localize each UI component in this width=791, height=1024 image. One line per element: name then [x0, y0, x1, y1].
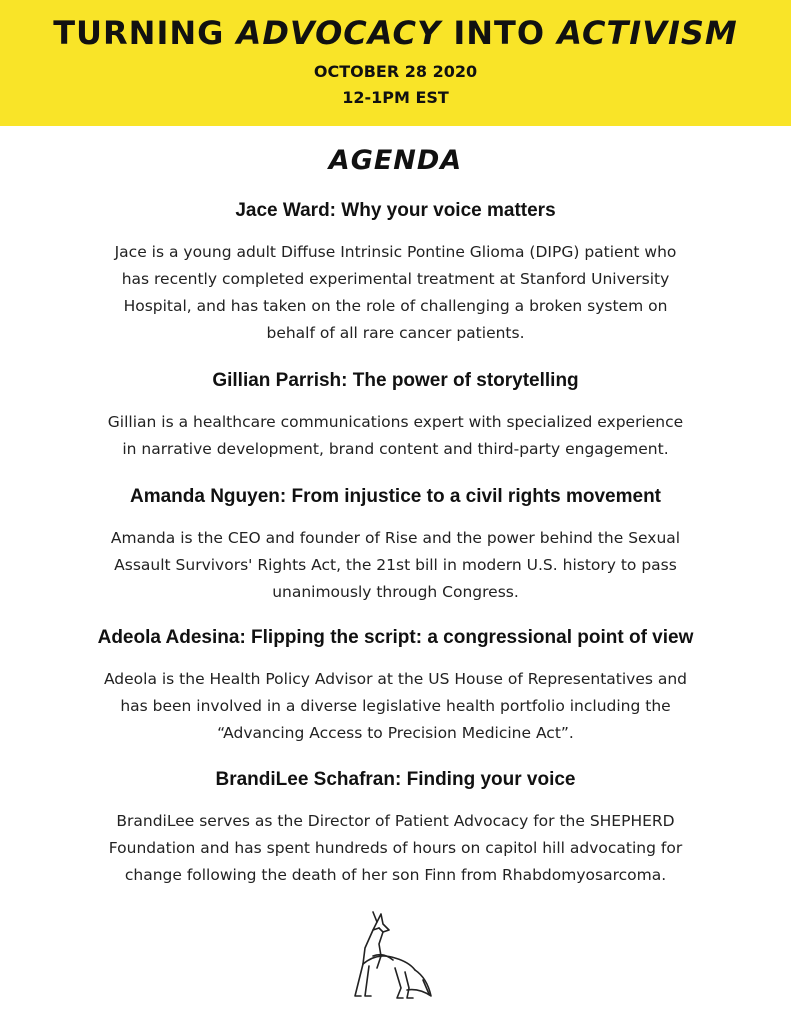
title-part-2: ADVOCACY — [236, 14, 442, 52]
agenda-item-amanda-nguyen — [0, 485, 791, 606]
agenda-item-description: Adeola is the Health Policy Advisor at the US House of Representatives and has been involved in a diverse legislative health portfolio including the “Advancing Access to Precision Medicine Act”. — [103, 670, 688, 742]
agenda-item-heading: Adeola Adesina: Flipping the script: a congressional point of view — [97, 627, 694, 648]
fox-logo-icon — [343, 908, 443, 1004]
title-part-4: ACTIVISM — [557, 14, 738, 52]
agenda-item-jace-ward — [0, 199, 791, 347]
agenda-item-gillian-parrish — [0, 369, 791, 463]
agenda-item-description: Jace is a young adult Diffuse Intrinsic Pontine Glioma (DIPG) patient who has recently completed experimental treatment at Stanford University Hospital, and has taken on the role of challenging a broken system on behalf of all rare cancer patients. — [114, 243, 677, 342]
event-title — [0, 14, 791, 52]
agenda-item-description: BrandiLee serves as the Director of Patient Advocacy for the SHEPHERD Foundation and has spent hundreds of hours on capitol hill advocating for change following the death of her son Finn from Rhabdomyosarcoma. — [108, 812, 683, 884]
header-banner — [0, 0, 791, 126]
agenda-item-heading: BrandiLee Schafran: Finding your voice — [215, 769, 576, 790]
agenda-title: AGENDA — [328, 145, 463, 176]
agenda-item-description: Amanda is the CEO and founder of Rise and the power behind the Sexual Assault Survivors' Rights Act, the 21st bill in modern U.S. history to pass unanimously through Congress. — [110, 529, 681, 601]
agenda-item-heading: Gillian Parrish: The power of storytelling — [212, 370, 579, 391]
agenda-item-adeola-adesina — [0, 626, 791, 747]
title-part-1: TURNING — [53, 14, 237, 52]
agenda-item-heading: Jace Ward: Why your voice matters — [235, 200, 556, 221]
title-part-3: INTO — [441, 14, 558, 52]
event-date: OCTOBER 28 2020 — [313, 62, 478, 81]
event-time: 12-1PM EST — [342, 88, 449, 107]
agenda-item-description: Gillian is a healthcare communications expert with specialized experience in narrative development, brand content and third-party engagement. — [107, 413, 684, 458]
agenda-item-heading: Amanda Nguyen: From injustice to a civil rights movement — [129, 486, 662, 507]
agenda-item-brandilee-schafran — [0, 768, 791, 889]
